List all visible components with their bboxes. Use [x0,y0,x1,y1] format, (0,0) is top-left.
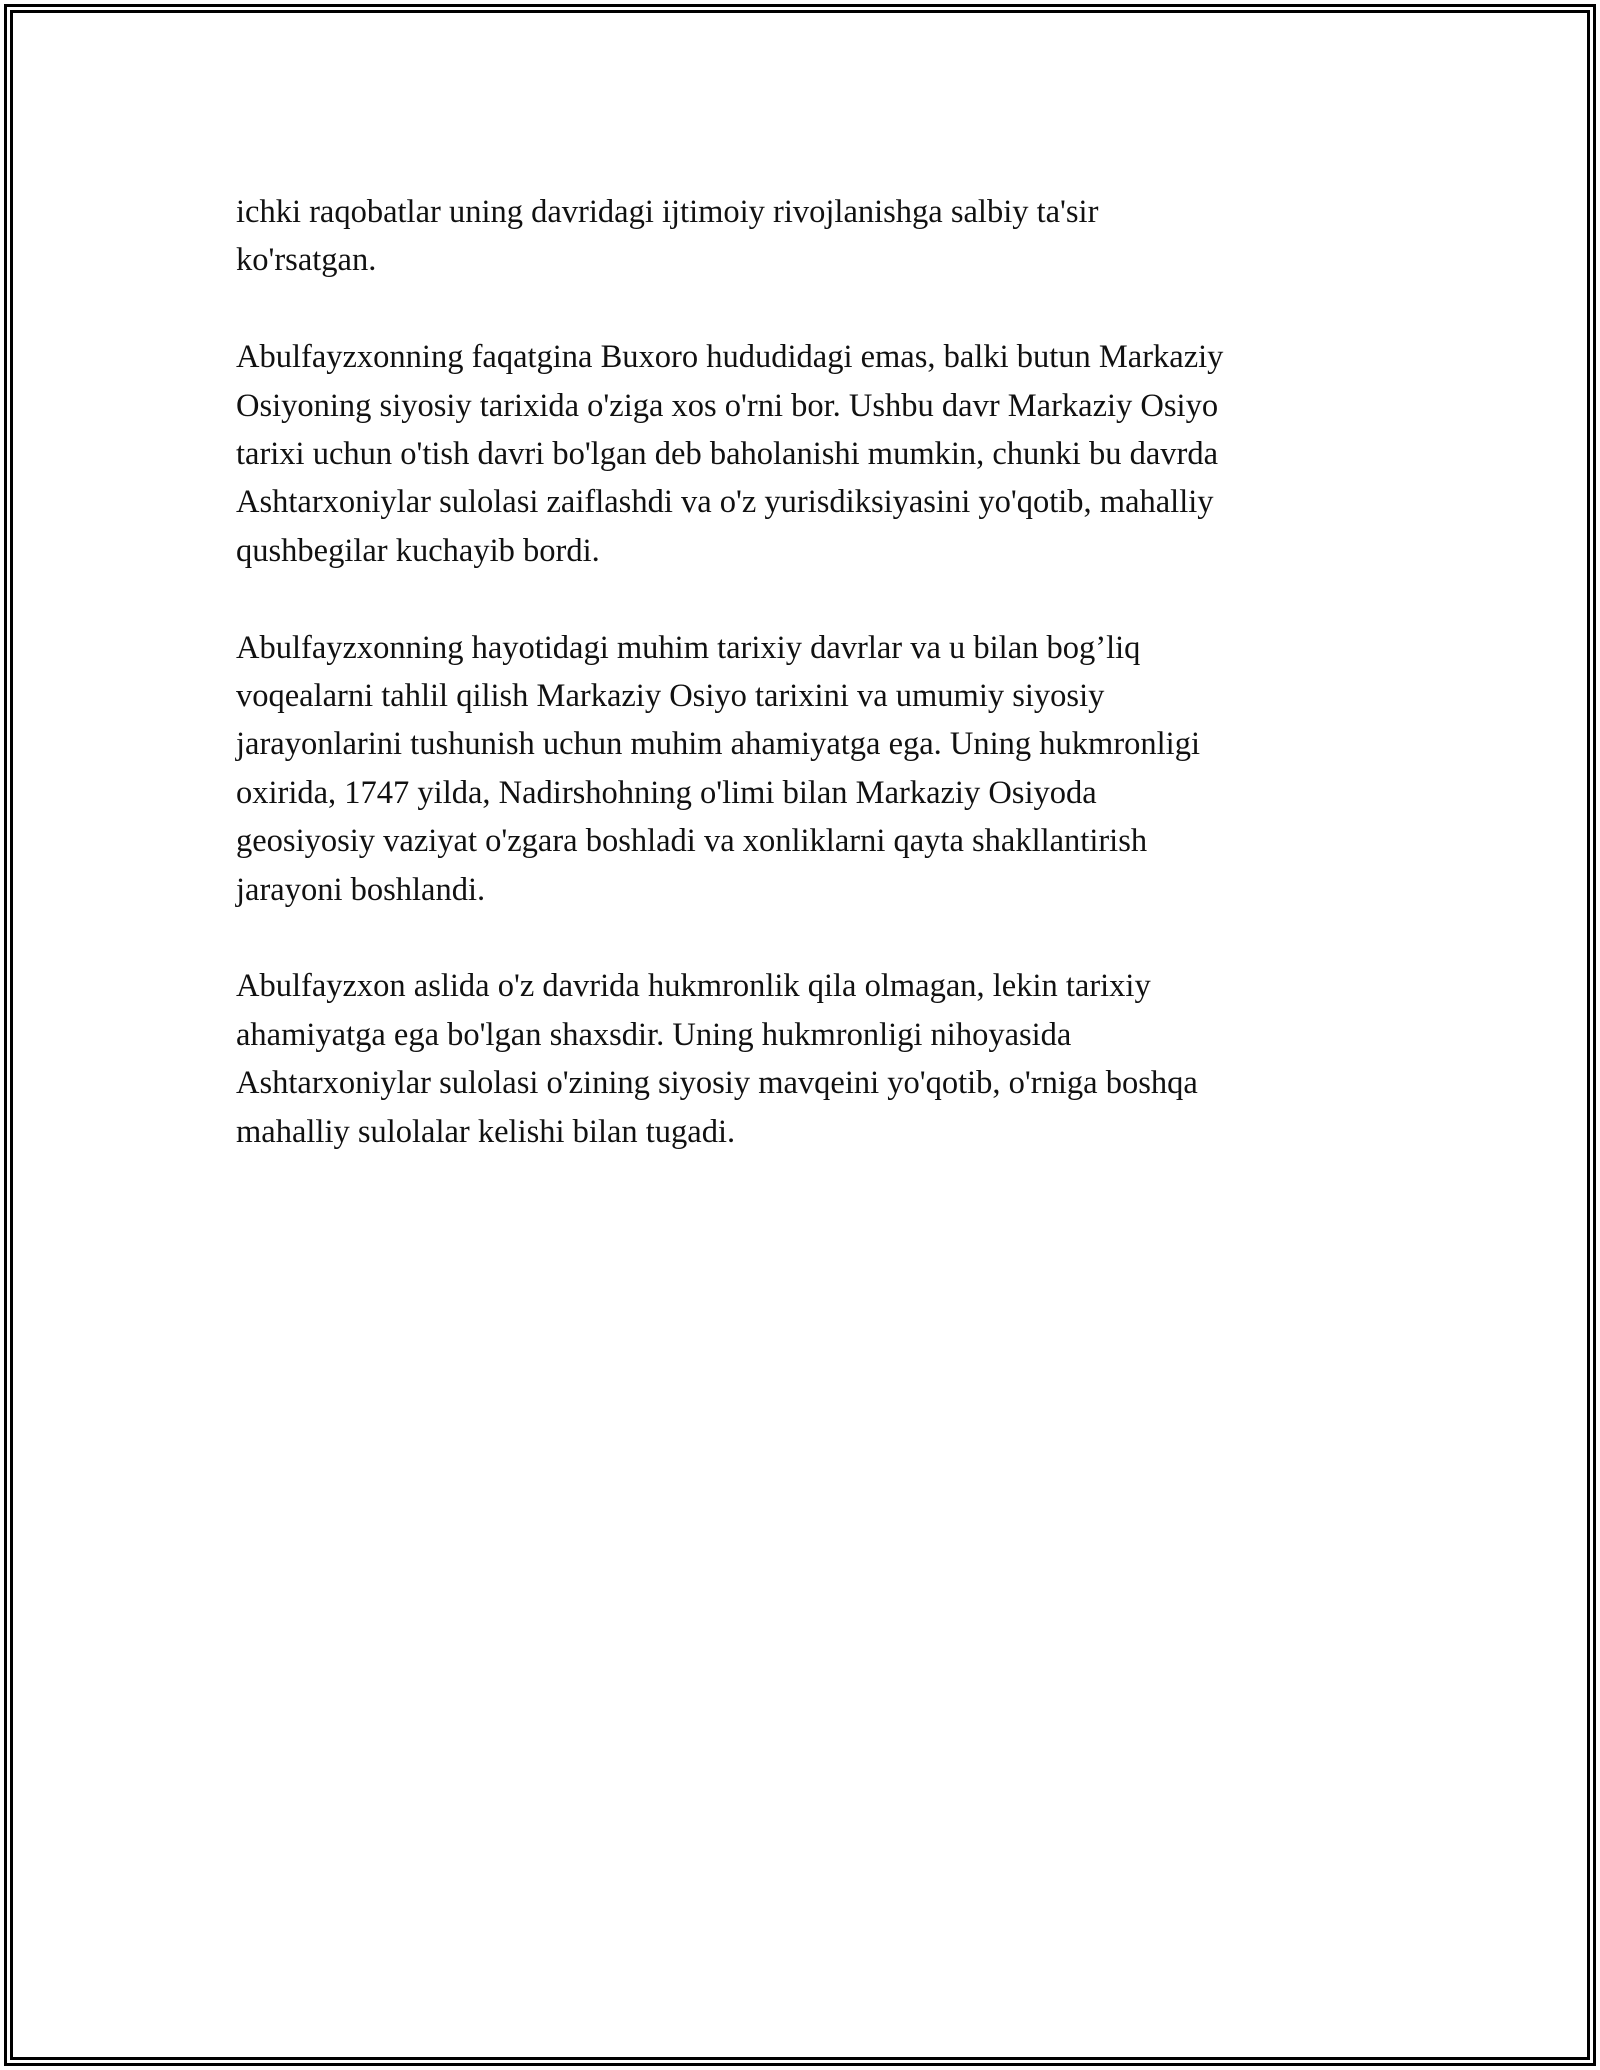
text-line: voqealarni tahlil qilish Markaziy Osiyo tarixini va umumiy siyosiy [236,678,1105,715]
text-line: oxirida, 1747 yilda, Nadirshohning o'limi bilan Markaziy Osiyoda [236,774,1097,811]
paragraph-3 [236,624,1376,914]
text-line: qushbegilar kuchayib bordi. [236,532,600,569]
paragraph-2 [236,333,1376,575]
text-line: ichki raqobatlar uning davridagi ijtimoiy rivojlanishga salbiy ta'sir [236,194,1099,230]
text-line: Ashtarxoniylar sulolasi zaiflashdi va o'z yurisdiksiyasini yo'qotib, mahalliy [236,484,1214,521]
text-line: Abulfayzxonning faqatgina Buxoro hududidagi emas, balki butun Markaziy [236,339,1224,376]
text-line: ko'rsatgan. [236,242,377,279]
text-line: Ashtarxoniylar sulolasi o'zining siyosiy mavqeini yo'qotib, o'rniga boshqa [236,1065,1198,1102]
text-line: geosiyosiy vaziyat o'zgara boshladi va xonliklarni qayta shakllantirish [236,823,1148,860]
document-body [236,188,1376,1204]
text-line: jarayoni boshlandi. [236,871,486,908]
text-line: tarixi uchun o'tish davri bo'lgan deb baholanishi mumkin, chunki bu davrda [236,436,1219,473]
text-line: ahamiyatga ega bo'lgan shaxsdir. Uning hukmronligi nihoyasida [236,1016,1072,1053]
text-line: jarayonlarini tushunish uchun muhim ahamiyatga ega. Uning hukmronligi [236,726,1200,763]
text-line: mahalliy sulolalar kelishi bilan tugadi. [236,1113,736,1150]
text-line: Abulfayzxonning hayotidagi muhim tarixiy davrlar va u bilan bog’liq [236,629,1141,666]
text-line: Osiyoning siyosiy tarixida o'ziga xos o'rni bor. Ushbu davr Markaziy Osiyo [236,387,1219,424]
text-line: Abulfayzxon aslida o'z davrida hukmronlik qila olmagan, lekin tarixiy [236,968,1151,1005]
paragraph-4 [236,962,1376,1156]
paragraph-1 [236,188,1376,285]
